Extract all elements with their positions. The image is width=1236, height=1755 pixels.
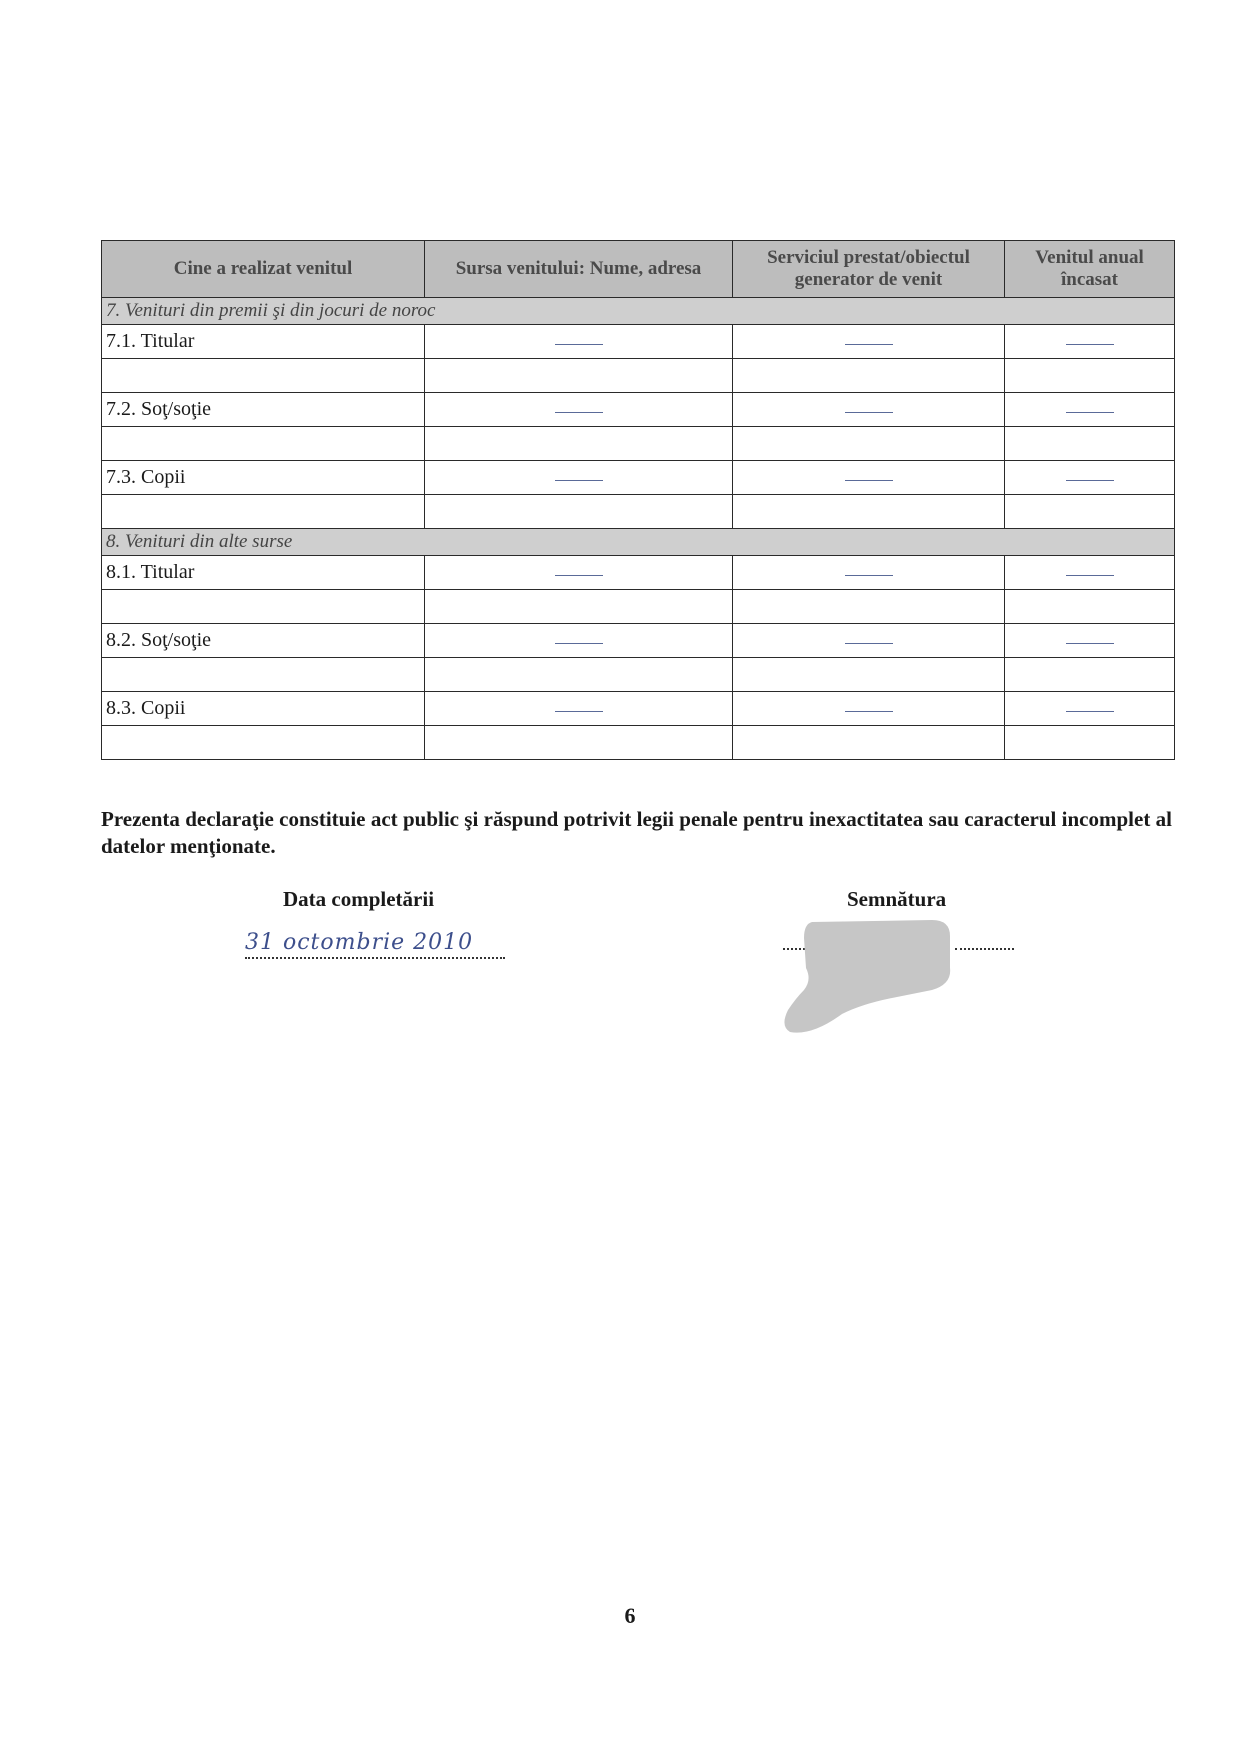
row-label: 7.3. Copii	[102, 461, 425, 495]
handwritten-dash	[845, 412, 893, 413]
value-cell	[425, 624, 733, 658]
row-label: 7.2. Soţ/soţie	[102, 393, 425, 427]
handwritten-dash	[1066, 412, 1114, 413]
handwritten-dash	[1066, 711, 1114, 712]
value-cell	[425, 393, 733, 427]
handwritten-dash	[845, 643, 893, 644]
header-income-source: Sursa venitului: Nume, adresa	[425, 241, 733, 298]
signature-redaction	[782, 918, 972, 1038]
value-cell	[425, 692, 733, 726]
value-cell	[425, 556, 733, 590]
row-label: 8.1. Titular	[102, 556, 425, 590]
page-number: 6	[624, 1603, 636, 1628]
handwritten-dash	[555, 711, 603, 712]
value-cell	[733, 461, 1005, 495]
value-cell	[733, 556, 1005, 590]
value-cell	[1005, 393, 1175, 427]
value-cell	[1005, 461, 1175, 495]
signature-label: Semnătura	[847, 887, 947, 911]
section-title: 8. Venituri din alte surse	[102, 529, 1175, 556]
table-row-blank	[102, 495, 1175, 529]
handwritten-dash	[845, 711, 893, 712]
handwritten-dash	[1066, 480, 1114, 481]
table-row	[102, 461, 1175, 495]
table-header-row	[102, 241, 1175, 298]
handwritten-dash	[555, 412, 603, 413]
value-cell	[1005, 692, 1175, 726]
table-row-blank	[102, 590, 1175, 624]
handwritten-dash	[555, 643, 603, 644]
table-row-blank	[102, 427, 1175, 461]
value-cell	[1005, 624, 1175, 658]
header-annual-income: Venitul anual încasat	[1005, 241, 1175, 298]
date-label: Data completării	[283, 887, 435, 911]
value-cell	[733, 325, 1005, 359]
row-label: 8.2. Soţ/soţie	[102, 624, 425, 658]
handwritten-dash	[1066, 344, 1114, 345]
income-table	[101, 240, 1175, 760]
table-row	[102, 556, 1175, 590]
handwritten-dash	[1066, 575, 1114, 576]
handwritten-dash	[1066, 643, 1114, 644]
value-cell	[733, 692, 1005, 726]
value-cell	[425, 325, 733, 359]
handwritten-dash	[555, 344, 603, 345]
value-cell	[425, 461, 733, 495]
handwritten-dash	[845, 575, 893, 576]
table-row-blank	[102, 726, 1175, 760]
value-cell	[733, 393, 1005, 427]
table-row	[102, 325, 1175, 359]
handwritten-dash	[845, 480, 893, 481]
value-cell	[1005, 325, 1175, 359]
row-label: 7.1. Titular	[102, 325, 425, 359]
handwritten-dash	[555, 480, 603, 481]
handwritten-dash	[555, 575, 603, 576]
table-row-blank	[102, 359, 1175, 393]
header-income-earner: Cine a realizat venitul	[102, 241, 425, 298]
section-row	[102, 529, 1175, 556]
table-row-blank	[102, 658, 1175, 692]
header-service-provided: Serviciul prestat/obiectul generator de venit	[733, 241, 1005, 298]
section-title: 7. Venituri din premii şi din jocuri de noroc	[102, 298, 1175, 325]
legal-statement: Prezenta declaraţie constituie act public şi răspund potrivit legii penale pentru inexactitatea sau caracterul incomplet al datelor menţionate.	[101, 807, 1172, 858]
row-label: 8.3. Copii	[102, 692, 425, 726]
table-row	[102, 393, 1175, 427]
value-cell	[733, 624, 1005, 658]
value-cell	[1005, 556, 1175, 590]
handwritten-date: 31 octombrie 2010	[245, 930, 505, 959]
section-row	[102, 298, 1175, 325]
table-row	[102, 624, 1175, 658]
handwritten-dash	[845, 344, 893, 345]
table-row	[102, 692, 1175, 726]
